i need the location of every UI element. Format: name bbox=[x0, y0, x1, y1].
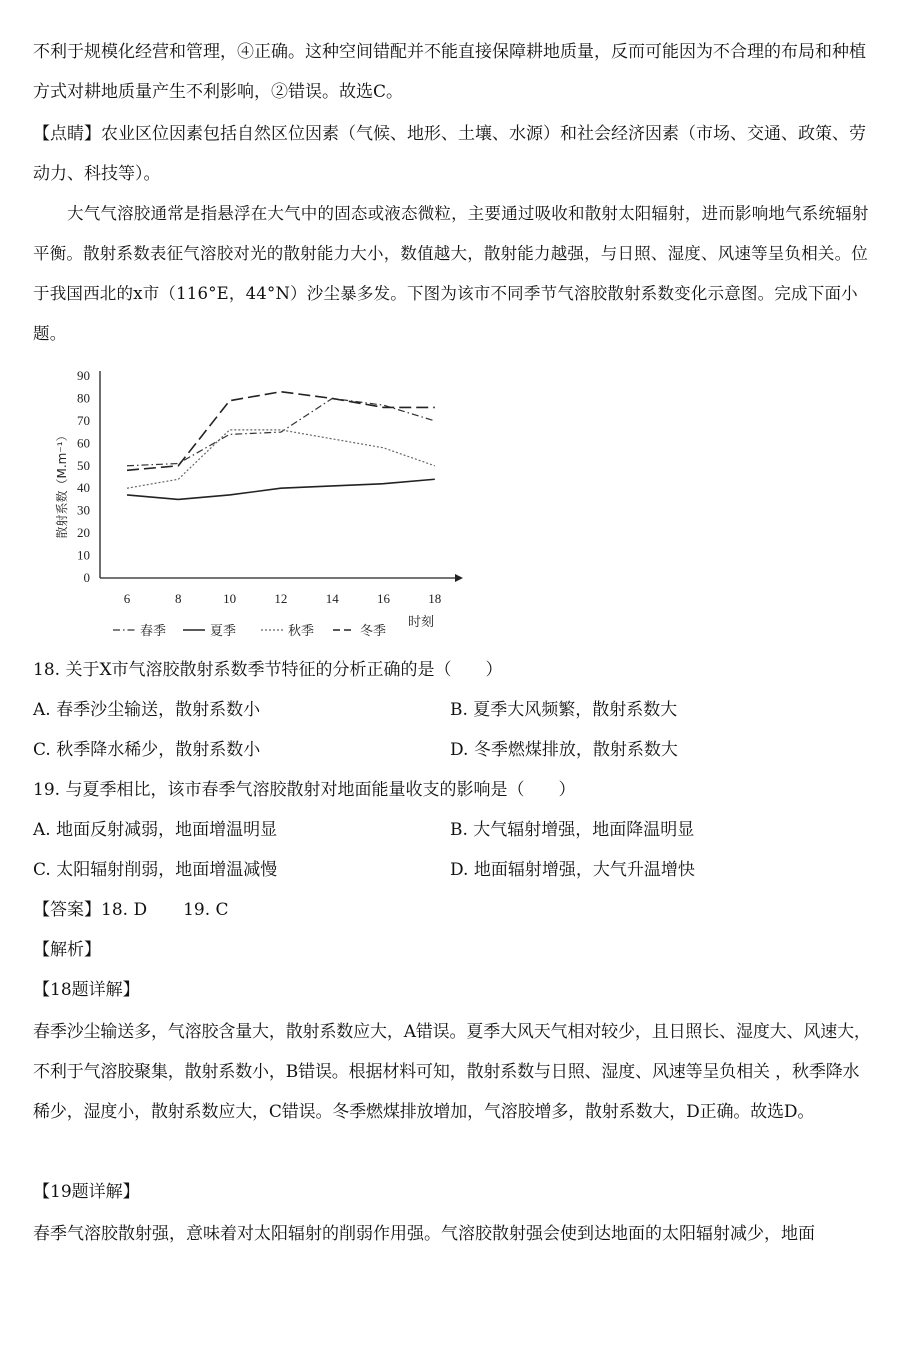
y-tick-label: 70 bbox=[77, 412, 90, 428]
q18-option-c: C. 秋季降水稀少，散射系数小 bbox=[33, 740, 261, 760]
q18-stem: 18. 关于X市气溶胶散射系数季节特征的分析正确的是（ ） bbox=[33, 660, 503, 680]
detail19-text: 春季气溶胶散射强，意味着对太阳辐射的削弱作用强。气溶胶散射强会使到达地面的太阳辐射减少，地面 bbox=[33, 1224, 815, 1244]
detail19-label: 【19题详解】 bbox=[33, 1182, 140, 1202]
x-tick-label: 8 bbox=[175, 591, 182, 606]
answer-line bbox=[33, 898, 229, 922]
legend-label: 秋季 bbox=[288, 624, 315, 639]
q18-option-a: A. 春季沙尘输送，散射系数小 bbox=[33, 700, 261, 720]
answer-18: 18. D bbox=[101, 900, 148, 920]
chart-svg bbox=[40, 356, 480, 646]
x-tick-label: 10 bbox=[223, 591, 237, 606]
y-tick-label: 0 bbox=[83, 570, 90, 585]
y-axis-label: 散射系数（M.m⁻¹） bbox=[55, 429, 69, 539]
top-paragraph: 不利于规模化经营和管理，④正确。这种空间错配并不能直接保障耕地质量，反而可能因为不合理的布局和种植方式对耕地质量产生不利影响，②错误。故选C。 bbox=[33, 42, 866, 102]
answer-label: 【答案】 bbox=[33, 900, 101, 920]
y-tick-label: 20 bbox=[77, 525, 90, 541]
x-tick-label: 16 bbox=[377, 591, 390, 606]
series-line-春季 bbox=[127, 398, 435, 465]
y-tick-label: 60 bbox=[77, 435, 90, 451]
y-tick-label: 10 bbox=[77, 547, 90, 563]
series-line-冬季 bbox=[127, 392, 435, 471]
chart-series bbox=[127, 392, 435, 500]
detail18-label: 【18题详解】 bbox=[33, 980, 140, 1000]
tip-text: 农业区位因素包括自然区位因素（气候、地形、土壤、水源）和社会经济因素（市场、交通、政策、劳动力、科技等）。 bbox=[33, 124, 866, 184]
analysis-label: 【解析】 bbox=[33, 940, 101, 960]
tip-paragraph bbox=[33, 114, 873, 194]
series-line-夏季 bbox=[127, 479, 435, 499]
detail18-text: 春季沙尘输送多，气溶胶含量大，散射系数应大，A错误。夏季大风天气相对较少，且日照长、湿度大、风速大，不利于气溶胶聚集，散射系数小，B错误。根据材料可知，散射系数与日照、湿度、风速等呈负相关 ，秋季降水稀少，湿度小，散射系数应大，C错误。冬季燃煤排放增加，气溶胶增多，散射系数大，D正确。故选D。 bbox=[33, 1022, 871, 1122]
q19-option-c: C. 太阳辐射削弱，地面增温减慢 bbox=[33, 860, 278, 880]
y-tick-label: 90 bbox=[77, 368, 90, 383]
chart-axes bbox=[100, 371, 463, 582]
x-tick-labels bbox=[124, 591, 442, 606]
x-axis-arrow bbox=[455, 574, 463, 582]
x-tick-label: 14 bbox=[325, 591, 339, 606]
q19-option-b: B. 大气辐射增强，地面降温明显 bbox=[450, 820, 695, 840]
legend-label: 夏季 bbox=[210, 624, 237, 639]
scattering-coefficient-chart bbox=[40, 356, 480, 646]
q18-option-b: B. 夏季大风频繁，散射系数大 bbox=[450, 700, 678, 720]
q19-option-d: D. 地面辐射增强，大气升温增快 bbox=[450, 860, 695, 880]
y-tick-label: 80 bbox=[77, 390, 90, 406]
series-line-秋季 bbox=[127, 430, 435, 488]
tip-label: 【点睛】 bbox=[33, 124, 101, 144]
y-tick-label: 40 bbox=[77, 480, 90, 496]
x-axis-label: 时刻 bbox=[407, 614, 435, 629]
answer-19: 19. C bbox=[183, 900, 229, 920]
x-tick-label: 18 bbox=[428, 591, 442, 606]
q19-stem: 19. 与夏季相比，该市春季气溶胶散射对地面能量收支的影响是（ ） bbox=[33, 780, 576, 800]
q18-option-d: D. 冬季燃煤排放，散射系数大 bbox=[450, 740, 678, 760]
x-tick-label: 12 bbox=[274, 591, 288, 606]
chart-legend bbox=[113, 623, 386, 639]
q19-option-a: A. 地面反射减弱，地面增温明显 bbox=[33, 820, 278, 840]
x-tick-label: 6 bbox=[123, 591, 131, 606]
y-tick-label: 30 bbox=[77, 502, 90, 518]
legend-label: 冬季 bbox=[360, 624, 387, 639]
legend-label: 春季 bbox=[140, 624, 167, 639]
y-tick-labels bbox=[77, 368, 90, 585]
y-tick-label: 50 bbox=[77, 457, 90, 473]
material-paragraph: 大气气溶胶通常是指悬浮在大气中的固态或液态微粒，主要通过吸收和散射太阳辐射，进而影响地气系统辐射平衡。散射系数表征气溶胶对光的散射能力大小，数值越大，散射能力越强，与日照、湿度、风速等呈负相关。位于我国西北的x市（116°E，44°N）沙尘暴多发。下图为该市不同季节气溶胶散射系数变化示意图。完成下面小题。 bbox=[33, 204, 869, 343]
